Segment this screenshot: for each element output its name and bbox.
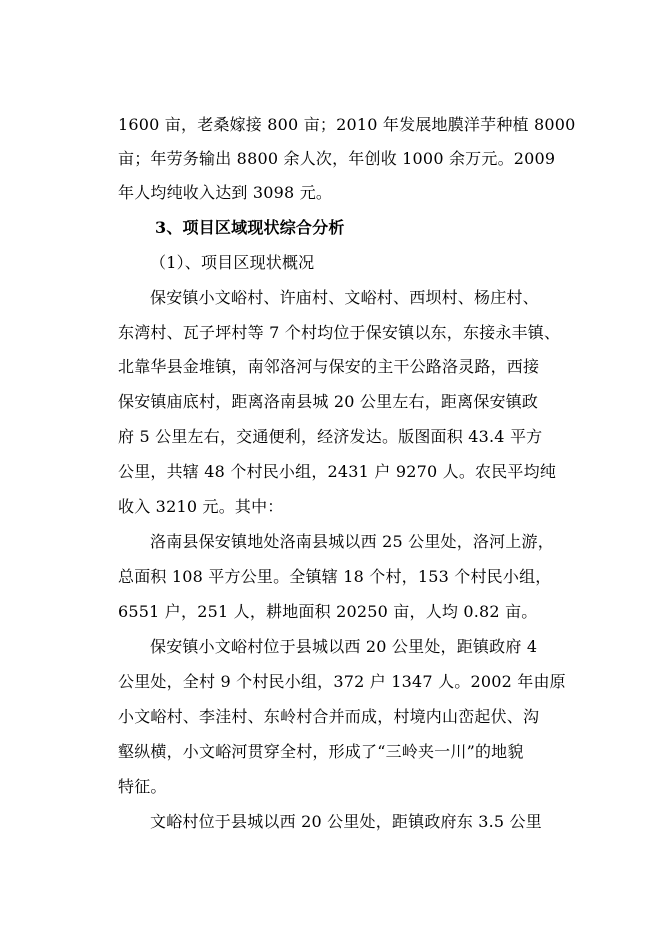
paragraph-line: 特征。 (118, 777, 167, 796)
paragraph-line: 文峪村位于县城以西 20 公里处，距镇政府东 3.5 公里 (150, 812, 542, 831)
paragraph-line: 公里处，全村 9 个村民小组，372 户 1347 人。2002 年由原 (118, 672, 566, 691)
paragraph-line: 府 5 公里左右，交通便利，经济发达。版图面积 43.4 平方 (118, 427, 543, 446)
paragraph-line: 北靠华县金堆镇，南邻洛河与保安的主干公路洛灵路，西接 (118, 357, 540, 376)
paragraph-line: 洛南县保安镇地处洛南县城以西 25 公里处，洛河上游， (150, 532, 554, 551)
paragraph-line: 东湾村、瓦子坪村等 7 个村均位于保安镇以东，东接永丰镇、 (118, 323, 561, 342)
paragraph-line: 亩；年劳务输出 8800 余人次，年创收 1000 余万元。2009 (118, 149, 556, 168)
section-heading: 3、项目区域现状综合分析 (155, 218, 345, 237)
paragraph-line: 1600 亩，老桑嫁接 800 亩；2010 年发展地膜洋芋种植 8000 (118, 115, 576, 134)
paragraph-line: 保安镇小文峪村、许庙村、文峪村、西坝村、杨庄村、 (150, 288, 539, 307)
paragraph-line: 小文峪村、李洼村、东岭村合并而成，村境内山峦起伏、沟 (118, 707, 540, 726)
paragraph-line: 6551 户，251 人，耕地面积 20250 亩，人均 0.82 亩。 (118, 602, 538, 621)
subsection-heading: （1）、项目区现状概况 (150, 253, 315, 272)
paragraph-line: 年人均纯收入达到 3098 元。 (118, 183, 333, 202)
paragraph-line: 收入 3210 元。其中： (118, 497, 284, 516)
paragraph-line: 公里，共辖 48 个村民小组，2431 户 9270 人。农民平均纯 (118, 462, 557, 481)
paragraph-line: 总面积 108 平方公里。全镇辖 18 个村，153 个村民小组， (118, 567, 552, 586)
paragraph-line: 保安镇小文峪村位于县城以西 20 公里处，距镇政府 4 (150, 637, 538, 656)
paragraph-line: 保安镇庙底村，距离洛南县城 20 公里左右，距离保安镇政 (118, 392, 539, 411)
paragraph-line: 壑纵横，小文峪河贯穿全村，形成了“三岭夹一川”的地貌 (118, 742, 524, 761)
